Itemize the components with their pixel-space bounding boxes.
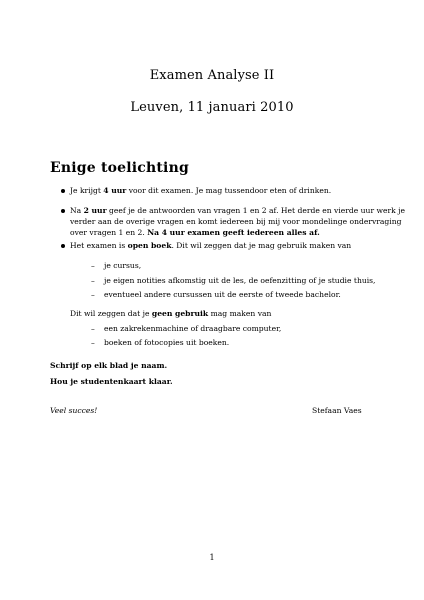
instruction-card: Hou je studentenkaart klaar. [50, 377, 173, 386]
allowed-item: je cursus, [104, 261, 142, 270]
not-allowed-intro: Dit wil zeggen dat je geen gebruik mag maken van [70, 309, 272, 318]
exam-title: Examen Analyse II [149, 68, 275, 83]
instruction-name: Schrijf op elk blad je naam. [50, 361, 168, 370]
allowed-item: eventueel andere cursussen uit de eerste of tweede bachelor. [104, 290, 341, 299]
bullet-schedule-line-2: verder aan de overige vragen en komt iedereen bij mij voor mondelinge ondervraging [70, 217, 402, 226]
dash-icon: – [91, 261, 95, 270]
bullet-schedule-line-1: Na 2 uur geef je de antwoorden van vragen 1 en 2 af. Het derde en vierde uur werk je [70, 206, 405, 215]
bullet-open-book: Het examen is open boek. Dit wil zeggen dat je mag gebruik maken van [70, 241, 352, 250]
allowed-item: je eigen notities afkomstig uit de les, de oefenzitting of je studie thuis, [104, 276, 376, 285]
page-number: 1 [209, 553, 215, 562]
author-name: Stefaan Vaes [312, 406, 362, 415]
not-allowed-item: een zakrekenmachine of draagbare computer, [104, 324, 282, 333]
closing-wish: Veel succes! [50, 406, 98, 415]
bullet-icon [61, 244, 65, 248]
bullet-icon [61, 189, 65, 193]
bullet-icon [61, 209, 65, 213]
dash-icon: – [91, 324, 95, 333]
dash-icon: – [91, 290, 95, 299]
bullet-time: Je krijgt 4 uur voor dit examen. Je mag tussendoor eten of drinken. [70, 186, 332, 195]
section-heading: Enige toelichting [50, 160, 189, 176]
exam-date: Leuven, 11 januari 2010 [130, 100, 294, 115]
dash-icon: – [91, 276, 95, 285]
bullet-schedule-line-3: over vragen 1 en 2. Na 4 uur examen geeft iedereen alles af. [70, 228, 320, 237]
dash-icon: – [91, 338, 95, 347]
not-allowed-item: boeken of fotocopies uit boeken. [104, 338, 230, 347]
